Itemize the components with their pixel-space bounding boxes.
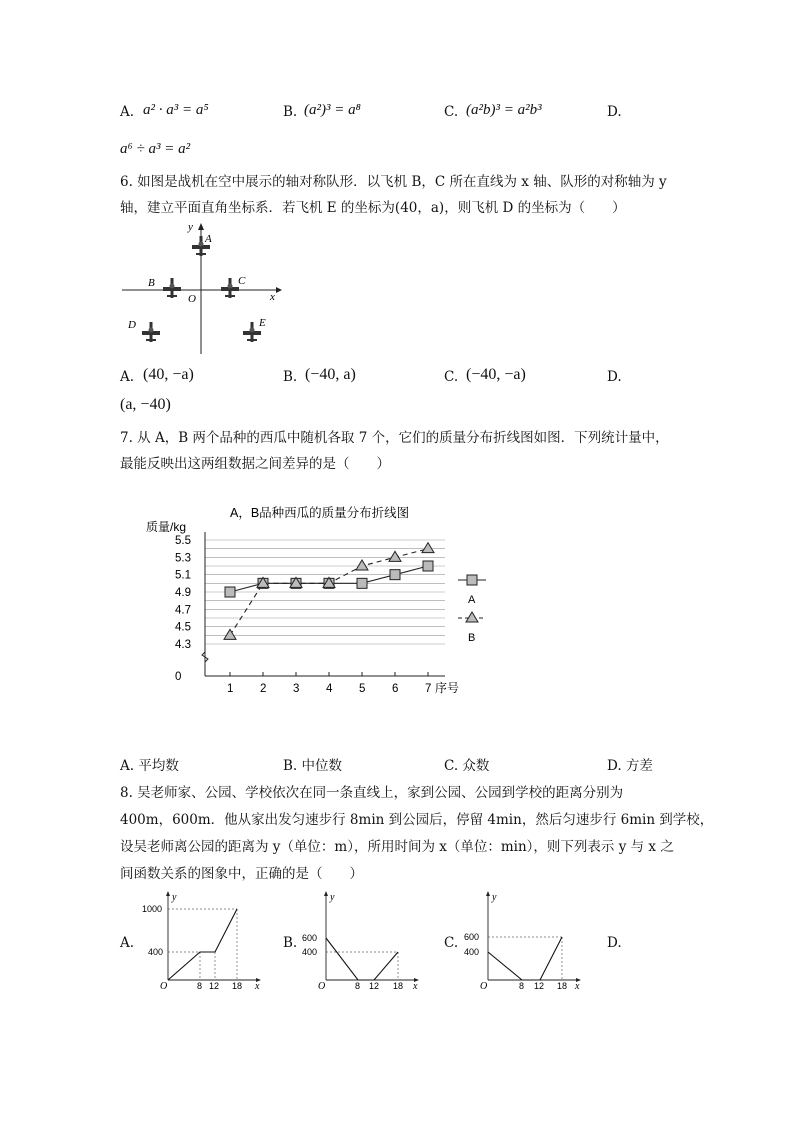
chart-point-b xyxy=(356,560,368,570)
svg-text:y: y xyxy=(492,892,497,903)
svg-text:400: 400 xyxy=(302,947,318,957)
q6-option-a-label[interactable]: A. xyxy=(120,369,135,385)
q7-text-line2: 最能反映出这两组数据之间差异的是（ ） xyxy=(120,456,390,472)
chart-point-b xyxy=(422,543,434,553)
svg-text:400: 400 xyxy=(464,947,480,957)
svg-text:12: 12 xyxy=(209,981,220,990)
q6-option-d-label[interactable]: D. xyxy=(607,369,622,385)
svg-text:x: x xyxy=(255,981,260,990)
plane-d-icon xyxy=(142,322,160,342)
svg-text:12: 12 xyxy=(369,981,380,990)
chart-x-tick-label: 3 xyxy=(293,683,300,695)
svg-text:600: 600 xyxy=(464,932,480,942)
chart-y-tick-label: 5.3 xyxy=(175,552,191,565)
q6-option-a-expr: (40, −a) xyxy=(143,366,194,383)
chart-y-tick-label: 5.1 xyxy=(175,569,191,582)
q8-text-line3: 设吴老师离公园的距离为 y（单位：m），所用时间为 x（单位：min），则下列表示 y 与 x 之 xyxy=(120,839,674,855)
svg-text:8: 8 xyxy=(197,981,203,990)
chart-y-tick-label: 4.9 xyxy=(175,587,191,599)
svg-text:18: 18 xyxy=(557,981,568,990)
q5-option-c-expr: (a²b)³ = a²b³ xyxy=(466,102,542,118)
svg-text:x: x xyxy=(413,981,418,990)
q6-option-b-expr: (−40, a) xyxy=(305,366,356,383)
svg-text:x: x xyxy=(575,981,580,990)
plane-b-icon xyxy=(163,278,181,298)
chart-x-tick-label: 6 xyxy=(392,683,399,695)
chart-point-b xyxy=(389,551,401,561)
q8-text-line1: 8. 吴老师家、公园、学校依次在同一条直线上，家到公园、公园到学校的距离分别为 xyxy=(120,785,624,801)
chart-x-tick-label: 4 xyxy=(326,683,333,695)
svg-text:1000: 1000 xyxy=(142,904,163,914)
svg-text:400: 400 xyxy=(148,947,164,957)
chart-x-tick-label: 2 xyxy=(260,683,267,695)
q6-origin-label: O xyxy=(188,293,196,305)
svg-text:18: 18 xyxy=(232,981,243,990)
q7-text-line1: 7. 从 A，B 两个品种的西瓜中随机各取 7 个，它们的质量分布折线图如图．下列统计量中， xyxy=(120,430,669,446)
q7-option-a[interactable]: A. 平均数 xyxy=(120,758,179,774)
q6-option-c-label[interactable]: C. xyxy=(444,369,459,385)
q6-text-line2: 轴，建立平面直角坐标系．若飞机 E 的坐标为(40，a)，则飞机 D 的坐标为（ ） xyxy=(120,200,626,216)
chart-x-axis-label: 序号 xyxy=(435,681,460,695)
q7-line-chart xyxy=(140,498,500,698)
plane-c-label: C xyxy=(238,275,246,287)
chart-point-a xyxy=(357,578,367,588)
q8-text-line2: 400m，600m．他从家出发匀速步行 8min 到公园后，停留 4min，然后匀速步行 6min 到学校， xyxy=(120,812,714,828)
q5-option-a-expr: a² · a³ = a⁵ xyxy=(143,102,209,118)
q7-option-b[interactable]: B. 中位数 xyxy=(283,758,343,774)
legend-a-square-icon xyxy=(467,575,477,585)
plane-a-label: A xyxy=(205,233,212,245)
q5-option-b-expr: (a²)³ = a⁸ xyxy=(304,102,361,118)
chart-y-tick-label: 0 xyxy=(175,671,182,683)
svg-text:8: 8 xyxy=(519,981,525,990)
legend-b-triangle-icon xyxy=(466,612,478,622)
q8-option-c-label[interactable]: C. xyxy=(444,935,459,951)
q6-text-line1: 6. 如图是战机在空中展示的轴对称队形．以飞机 B，C 所在直线为 x 轴、队形的对称轴为 y xyxy=(120,174,667,190)
q6-option-d-expr: (a, −40) xyxy=(120,396,171,413)
chart-point-a xyxy=(423,561,433,571)
plane-d-label: D xyxy=(128,319,136,331)
svg-text:18: 18 xyxy=(393,981,404,990)
q6-x-axis-arrow-icon xyxy=(276,287,282,293)
q5-option-b-label[interactable]: B. xyxy=(283,104,298,120)
chart-title: A，B品种西瓜的质量分布折线图 xyxy=(230,506,410,520)
q6-option-c-expr: (−40, −a) xyxy=(466,366,526,383)
q7-option-c[interactable]: C. 众数 xyxy=(444,758,490,774)
q6-y-label: y xyxy=(188,221,193,233)
svg-text:600: 600 xyxy=(302,933,318,943)
svg-text:O: O xyxy=(480,981,488,990)
q6-y-axis-arrow-icon xyxy=(198,223,204,230)
q7-option-d[interactable]: D. 方差 xyxy=(607,758,653,774)
chart-x-tick-label: 5 xyxy=(359,683,366,695)
q5-option-c-label[interactable]: C. xyxy=(444,104,459,120)
plane-b-label: B xyxy=(148,277,155,289)
plane-e-label: E xyxy=(259,317,266,329)
svg-text:8: 8 xyxy=(355,981,361,990)
chart-x-tick-label: 7 xyxy=(425,683,432,695)
chart-y-tick-label: 4.3 xyxy=(175,639,191,651)
legend-a-label: A xyxy=(468,594,476,606)
q6-formation-figure xyxy=(118,218,288,358)
q8-text-line4: 间函数关系的图象中，正确的是（ ） xyxy=(120,866,363,882)
svg-text:y: y xyxy=(172,892,177,903)
legend-b-label: B xyxy=(468,632,476,644)
chart-y-tick-label: 4.5 xyxy=(175,621,191,634)
q8-graph-a xyxy=(138,890,263,990)
q8-graph-b xyxy=(296,890,421,990)
q8-graph-c xyxy=(458,890,583,990)
q5-option-d-expr: a⁶ ÷ a³ = a² xyxy=(120,141,191,157)
svg-text:O: O xyxy=(160,981,168,990)
chart-point-a xyxy=(225,587,235,597)
q6-option-b-label[interactable]: B. xyxy=(283,369,298,385)
chart-y-axis-label: 质量/kg xyxy=(146,520,187,534)
chart-point-a xyxy=(390,570,400,580)
q5-option-d-label[interactable]: D. xyxy=(607,104,622,120)
q5-option-a-label[interactable]: A. xyxy=(120,104,135,120)
q6-x-label: x xyxy=(270,291,275,303)
chart-point-b xyxy=(224,629,236,639)
svg-text:O: O xyxy=(318,981,326,990)
plane-c-icon xyxy=(221,278,239,298)
chart-y-tick-label: 5.5 xyxy=(175,535,191,547)
q8-option-a-label[interactable]: A. xyxy=(120,935,135,951)
q8-option-b-label[interactable]: B. xyxy=(283,935,298,951)
q8-option-d-label[interactable]: D. xyxy=(607,935,622,951)
chart-y-tick-label: 4.7 xyxy=(175,604,191,617)
svg-text:12: 12 xyxy=(534,981,545,990)
svg-text:y: y xyxy=(330,892,335,903)
chart-x-tick-label: 1 xyxy=(227,683,234,695)
